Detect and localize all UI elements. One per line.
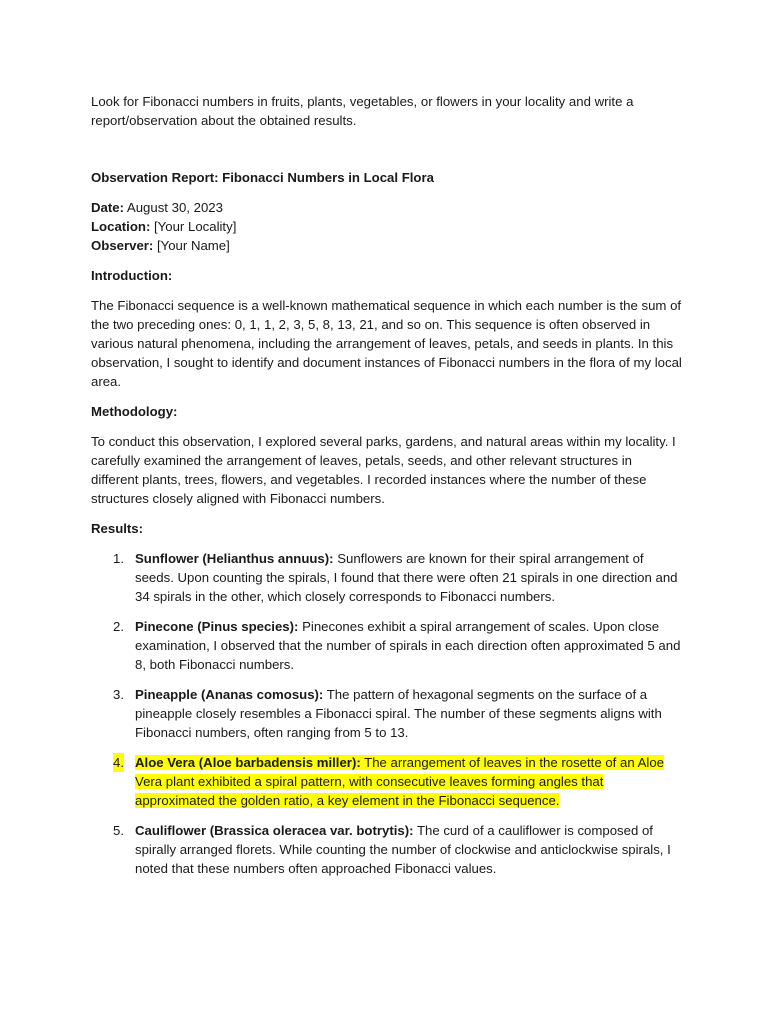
- introduction-body: The Fibonacci sequence is a well-known mathematical sequence in which each number is the sum of the two preceding ones: 0, 1, 1, 2, 3, 5, 8, 13, 21, and so on. This sequence is often observed in various natural phenomena, including the arrangement of leaves, petals, and seeds in plants. In this observation, I sought to identify and document instances of Fibonacci numbers in the flora of my local area.: [91, 298, 682, 389]
- result-item-text: The pattern of hexagonal segments on the surface of a pineapple closely resembles a Fibonacci spiral. The number of these segments aligns with Fibonacci numbers, often ranging from 5 to 13.: [135, 687, 662, 740]
- result-item-text: Pinecones exhibit a spiral arrangement of scales. Upon close examination, I observed that the number of spirals in each direction often approximated 5 and 8, both Fibonacci numbers.: [135, 619, 681, 672]
- highlighted-text: The arrangement of leaves in the rosette of an Aloe Vera plant exhibited a spiral pattern, with consecutive leaves forming angles that approximated the golden ratio, a key element in the Fibonacci sequence.: [135, 755, 664, 808]
- result-item-cauliflower: [91, 821, 683, 878]
- results-list: [91, 549, 683, 878]
- methodology-heading: Methodology:: [91, 404, 178, 419]
- list-number: 2.: [113, 619, 124, 634]
- document-body: [91, 92, 683, 889]
- location-label: Location:: [91, 219, 151, 234]
- report-title: Observation Report: Fibonacci Numbers in Local Flora: [91, 170, 434, 185]
- result-item-aloe-vera: [91, 753, 683, 810]
- result-item-sunflower: [91, 549, 683, 606]
- location-line: [91, 217, 683, 236]
- result-item-name: Pineapple (Ananas comosus):: [135, 687, 324, 702]
- observer-value: [Your Name]: [153, 238, 230, 253]
- result-item-text: The curd of a cauliflower is composed of spirally arranged florets. While counting the number of clockwise and anticlockwise spirals, I noted that these numbers often approached Fibonacci values.: [135, 823, 671, 876]
- result-item-name: Aloe Vera (Aloe barbadensis miller):: [135, 755, 361, 770]
- list-number: 3.: [113, 687, 124, 702]
- observer-line: [91, 236, 683, 255]
- result-item-name: Cauliflower (Brassica oleracea var. botrytis):: [135, 823, 414, 838]
- result-item-name: Sunflower (Helianthus annuus):: [135, 551, 334, 566]
- observer-label: Observer:: [91, 238, 154, 253]
- result-item-pinecone: [91, 617, 683, 674]
- result-item-text: Sunflowers are known for their spiral arrangement of seeds. Upon counting the spirals, I found that there were often 21 spirals in one direction and 34 spirals in the other, which closely corresponds to Fibonacci numbers.: [135, 551, 678, 604]
- introduction-heading: Introduction:: [91, 268, 173, 283]
- list-number: 5.: [113, 823, 124, 838]
- list-number: 1.: [113, 551, 124, 566]
- date-label: Date:: [91, 200, 124, 215]
- result-item-name: Pinecone (Pinus species):: [135, 619, 299, 634]
- date-value: August 30, 2023: [123, 200, 223, 215]
- assignment-prompt: Look for Fibonacci numbers in fruits, plants, vegetables, or flowers in your locality and write a report/observation about the obtained results.: [91, 94, 634, 128]
- list-number: 4.: [113, 755, 124, 770]
- report-meta: [91, 198, 683, 255]
- methodology-body: To conduct this observation, I explored several parks, gardens, and natural areas within my locality. I carefully examined the arrangement of leaves, petals, seeds, and other relevant structures in different plants, trees, flowers, and vegetables. I recorded instances where the number of these structures closely aligned with Fibonacci numbers.: [91, 434, 676, 506]
- date-line: [91, 198, 683, 217]
- result-item-pineapple: [91, 685, 683, 742]
- results-heading: Results:: [91, 521, 144, 536]
- location-value: [Your Locality]: [150, 219, 237, 234]
